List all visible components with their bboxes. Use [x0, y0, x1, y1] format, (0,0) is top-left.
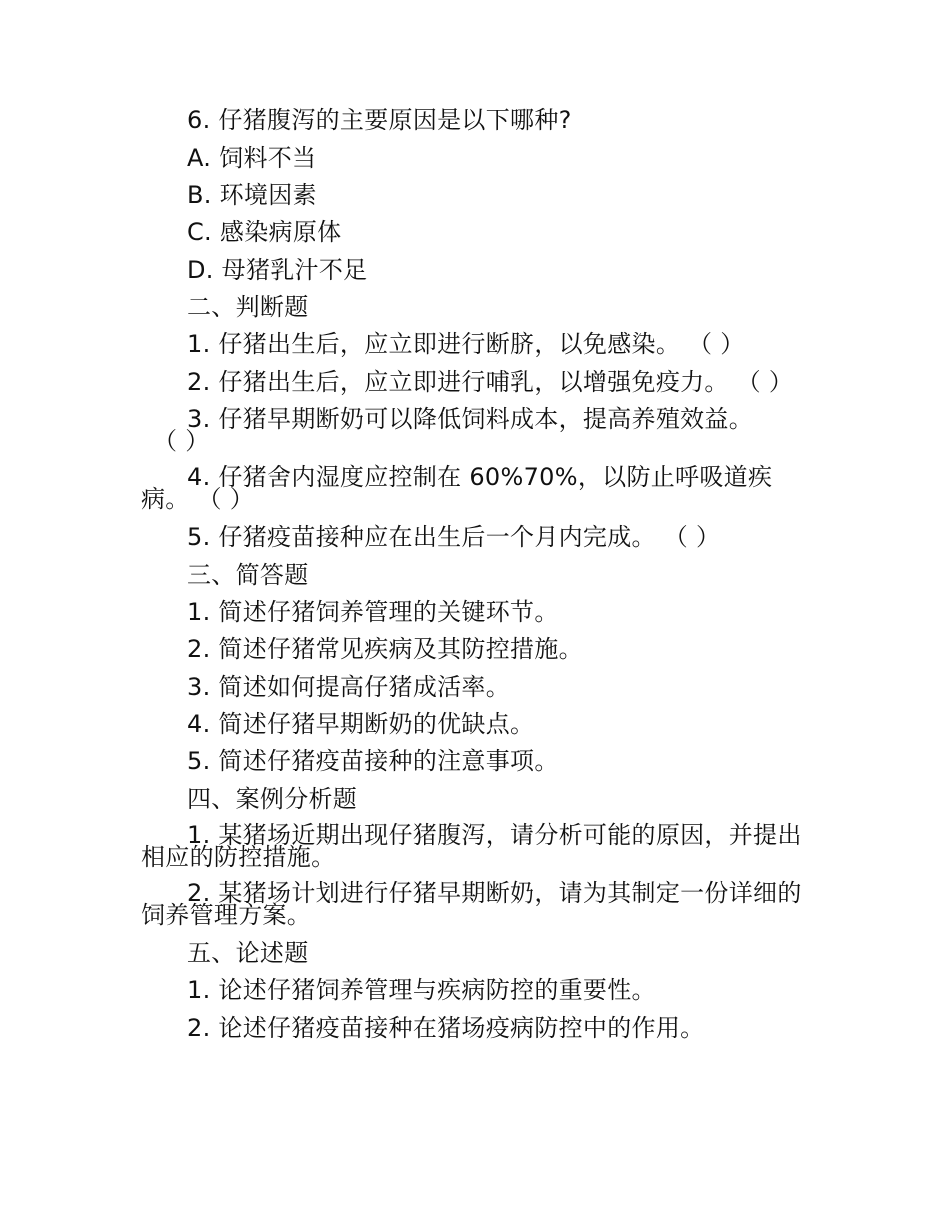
question-6: 6. 仔猪腹泻的主要原因是以下哪种? — [187, 106, 572, 134]
sa-question-3: 3. 简述如何提高仔猪成活率。 — [187, 673, 511, 701]
sa-question-1: 1. 简述仔猪饲养管理的关键环节。 — [187, 598, 559, 626]
sa-question-5: 5. 简述仔猪疫苗接种的注意事项。 — [187, 747, 559, 775]
tf-question-4: 4. 仔猪舍内湿度应控制在 60%70%，以防止呼吸道疾 — [187, 463, 773, 491]
case-question-1: 1. 某猪场近期出现仔猪腹泻，请分析可能的原因，并提出 — [187, 821, 802, 849]
section-heading-short-answer: 三、简答题 — [187, 561, 309, 589]
case-question-1-continuation: 相应的防控措施。 — [141, 843, 336, 871]
tf-question-5: 5. 仔猪疫苗接种应在出生后一个月内完成。 （ ） — [187, 523, 721, 551]
section-heading-essay: 五、论述题 — [187, 939, 309, 967]
essay-question-2: 2. 论述仔猪疫苗接种在猪场疫病防控中的作用。 — [187, 1014, 705, 1042]
section-heading-true-false: 二、判断题 — [187, 293, 309, 321]
tf-question-1: 1. 仔猪出生后，应立即进行断脐，以免感染。 （ ） — [187, 330, 745, 358]
option-c: C. 感染病原体 — [187, 218, 342, 246]
sa-question-4: 4. 简述仔猪早期断奶的优缺点。 — [187, 710, 535, 738]
tf-question-3: 3. 仔猪早期断奶可以降低饲料成本，提高养殖效益。 — [187, 405, 754, 433]
sa-question-2: 2. 简述仔猪常见疾病及其防控措施。 — [187, 635, 583, 663]
section-heading-case-analysis: 四、案例分析题 — [187, 785, 358, 813]
tf-question-2: 2. 仔猪出生后，应立即进行哺乳，以增强免疫力。 （ ） — [187, 368, 794, 396]
case-question-2-continuation: 饲养管理方案。 — [141, 901, 312, 929]
essay-question-1: 1. 论述仔猪饲养管理与疾病防控的重要性。 — [187, 976, 656, 1004]
tf-question-3-continuation: （ ） — [153, 427, 210, 455]
option-b: B. 环境因素 — [187, 181, 317, 209]
tf-question-4-continuation: 病。 （ ） — [141, 485, 255, 513]
case-question-2: 2. 某猪场计划进行仔猪早期断奶，请为其制定一份详细的 — [187, 879, 802, 907]
option-d: D. 母猪乳汁不足 — [187, 256, 368, 284]
option-a: A. 饲料不当 — [187, 144, 317, 172]
